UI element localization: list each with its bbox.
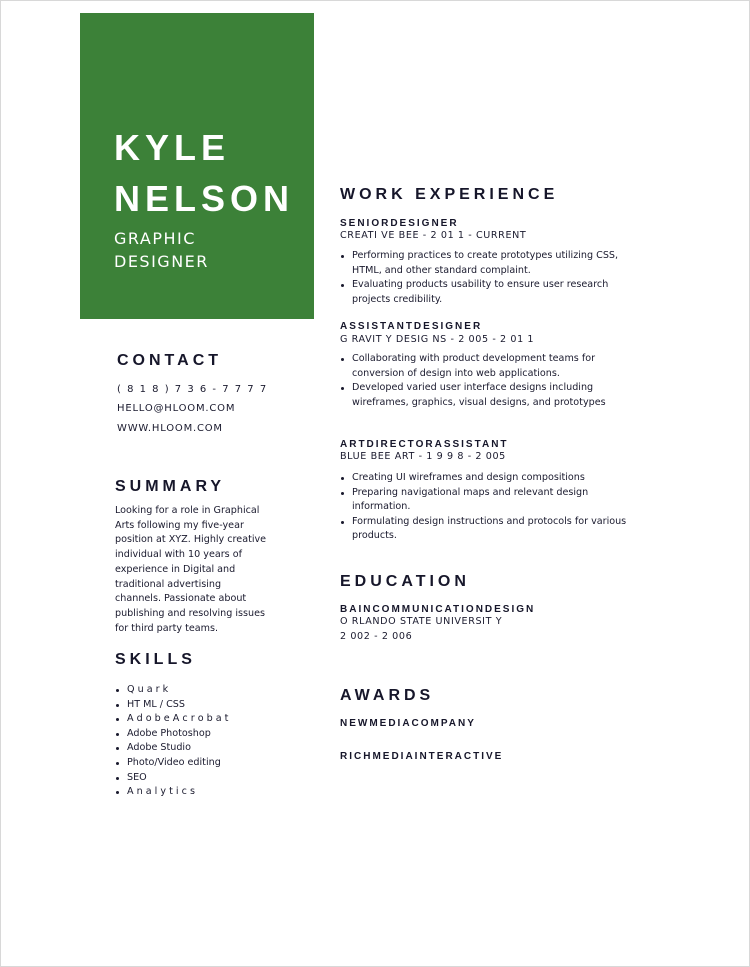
bullet-line: information. [352,501,411,513]
summary-line: experience in Digital and [115,563,236,575]
job-bullet [340,249,670,278]
last-name: NELSON [114,178,295,219]
skill-item: A n a l y t i c s [116,785,228,800]
role-title-line2: DESIGNER [114,252,209,271]
summary-line: publishing and resolving issues [115,607,266,619]
summary-heading: SUMMARY [115,478,226,495]
education-years: 2 002 - 2 006 [340,631,413,642]
bullet-line: HTML, and other standard complaint. [352,264,531,276]
skill-item: SEO [116,771,228,786]
job-meta: CREATI VE BEE - 2 01 1 - CURRENT [340,230,527,241]
education-school: O RLANDO STATE UNIVERSIT Y [340,616,503,627]
job-bullet [340,381,670,410]
bullet-line: Formulating design instructions and protocols for various [352,515,627,527]
award-item: NEWMEDIACOMPANY [340,718,476,729]
bullet-line: Preparing navigational maps and relevant design [352,486,589,498]
summary-line: for third party teams. [115,622,219,634]
contact-heading: CONTACT [117,352,223,369]
education-heading: EDUCATION [340,573,470,590]
job-bullet [340,352,670,381]
skill-item: Photo/Video editing [116,756,228,771]
bullet-line: Performing practices to create prototypes utilizing CSS, [352,250,619,261]
job-bullet [340,515,670,544]
summary-line: Arts following my five-year [115,519,244,531]
award-item: RICHMEDIAINTERACTIVE [340,751,504,762]
skill-item: A d o b e A c r o b a t [116,712,228,727]
bullet-line: Developed varied user interface designs including [352,382,594,394]
job-bullets [340,249,670,307]
job-bullets [340,352,670,410]
summary-line: Looking for a role in Graphical [115,505,260,516]
education-degree: BAINCOMMUNICATIONDESIGN [340,604,536,615]
job-bullet [340,278,670,307]
bullet-line: wireframes, graphics, visual designs, and prototypes [352,396,606,408]
awards-heading: AWARDS [340,687,435,704]
bullet-line: Creating UI wireframes and design compositions [352,472,585,483]
bullet-line: products. [352,530,397,542]
job-meta: BLUE BEE ART - 1 9 9 8 - 2 005 [340,451,506,462]
first-name: KYLE [114,127,231,168]
contact-phone: ( 8 1 8 ) 7 3 6 - 7 7 7 7 [117,384,268,395]
bullet-line: Collaborating with product development teams for [352,353,596,364]
bullet-line: projects credibility. [352,293,443,305]
job-bullet [340,486,670,515]
work-experience-heading: WORK EXPERIENCE [340,186,559,203]
job-title: ASSISTANTDESIGNER [340,321,483,332]
contact-email[interactable]: HELLO@HLOOM.COM [117,403,236,414]
skill-item: Adobe Photoshop [116,727,228,742]
skills-heading: SKILLS [115,651,196,668]
job-title: ARTDIRECTORASSISTANT [340,439,509,450]
job-meta: G RAVIT Y DESIG NS - 2 005 - 2 01 1 [340,334,535,345]
job-bullets [340,471,670,544]
summary-line: traditional advertising [115,578,222,590]
role-title-line1: GRAPHIC [114,229,196,248]
summary-line: position at XYZ. Highly creative [115,534,267,546]
skills-list [116,683,228,800]
summary-text [115,504,305,636]
bullet-line: Evaluating products usability to ensure user research [352,279,609,291]
job-title: SENIORDESIGNER [340,218,459,229]
summary-line: channels. Passionate about [115,593,247,605]
contact-website[interactable]: WWW.HLOOM.COM [117,423,223,434]
job-bullet [340,471,670,486]
skill-item: Q u a r k [116,683,228,698]
bullet-line: conversion of design into web applications. [352,367,560,379]
skill-item: HT ML / CSS [116,698,228,713]
name-banner [80,13,314,319]
skill-item: Adobe Studio [116,741,228,756]
summary-line: individual with 10 years of [115,549,242,561]
